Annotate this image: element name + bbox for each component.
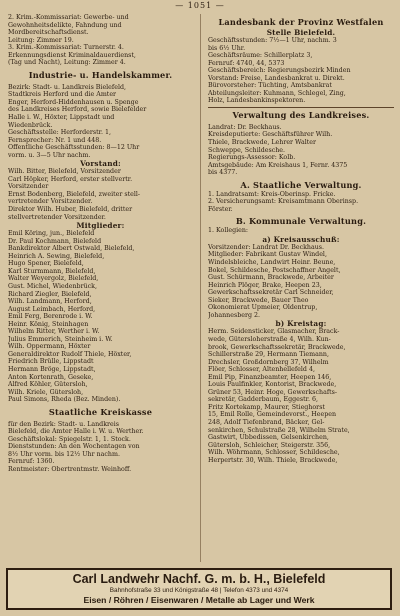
left-column [8, 14, 193, 474]
text-line: Fernsprecher: Nr. 1 und 448. [8, 136, 102, 144]
text-line: Fernruf: 4740, 44, 5373 [208, 59, 285, 67]
section-heading: Vorstand: [80, 159, 121, 169]
text-line: vertretender Vorsitzender. [8, 198, 93, 206]
text-line: bis 4377. [208, 169, 238, 177]
text-line: Anton Kortenrath, Geseke, [8, 373, 94, 381]
text-line: Gütersloh, Schleicher, Steigerstr. 356, [208, 441, 331, 449]
text-line: Thiele, Brackwede, Lehrer Walter [208, 139, 317, 147]
text-line: Gewerkschaftssekretär Carl Schneider, [208, 289, 334, 297]
page-number: — 1051 — [175, 1, 225, 10]
text-line: senkirchen, Schulstraße 28, Wilhelm Strate, [208, 426, 350, 434]
text-line: Schillerstraße 29, Hermann Tiemann, [208, 351, 329, 359]
ad-products: Eisen / Röhren / Eisenwaren / Metalle ab Lager und Werk [83, 595, 315, 605]
text-line: August Leimbach, Herford, [8, 305, 96, 313]
text-line: Julius Emmerich, Steinheim i. W. [8, 335, 113, 343]
text-line: Halle i. W., Höxter, Lippstadt und [8, 114, 115, 122]
text-line: brook, Gewerkschaftssekretär, Brackwede, [208, 343, 346, 351]
text-line: Wilh. Kriele, Gütersloh, [8, 388, 84, 396]
text-line: Stadtkreis Herford und die Ämter [8, 91, 117, 99]
text-line: Mordbereitschaftsdienst. [8, 29, 89, 37]
text-line: Emil Pip, Finanzbeamter, Heepen 146, [208, 373, 332, 381]
text-line: des Landkreises Herford, sowie Bielefelder [8, 106, 147, 114]
section-heading: B. Kommunale Verwaltung. [235, 216, 367, 227]
right-column [208, 14, 394, 464]
text-line: Öffentliche Geschäftsstunden: 8—12 Uhr [8, 144, 140, 152]
text-line: Hermann Bröge, Lippstadt, [8, 365, 96, 373]
section-heading: Verwaltung des Landkreises. [232, 109, 370, 120]
text-line: Kreisdeputierte: Geschäftsführer Wilh. [208, 131, 333, 139]
text-line: 2. Versicherungsamt: Kreisamtmann Oberinsp. [208, 198, 359, 206]
text-line: Regierungs-Assessor: Kolb. [208, 154, 296, 162]
section-heading: Mitglieder: [76, 221, 125, 231]
text-line: Grüner 53, Heinr. Hoge, Gewerkschafts- [208, 388, 338, 396]
text-line: Bokel, Schildesche, Postschaffner Angelt, [208, 266, 341, 274]
text-line: Herpertstr. 30, Wilh. Thiele, Brackwede, [208, 456, 338, 464]
section-rule [208, 107, 394, 108]
text-line: 2. Krim.-Kommissariat: Gewerbe- und [8, 14, 129, 21]
text-line: Wilh. Landmann, Herford, [8, 298, 92, 306]
text-line: Dienststunden: An den Wochentagen von [8, 443, 140, 451]
text-line: stellvertretender Vorsitzender. [8, 213, 106, 221]
text-line: Vorsitzender: Landrat Dr. Beckhaus. [208, 243, 325, 251]
section-heading: A. Staatliche Verwaltung. [240, 179, 362, 190]
text-line: Heinrich A. Sewing, Bielefeld, [8, 252, 105, 260]
section-heading: b) Kreistag: [275, 319, 327, 329]
text-line: Gewohnheitsdelikte, Fahndung und [8, 21, 122, 29]
text-line: Richard Ziegler, Bielefeld, [8, 290, 92, 298]
section-heading: Landesbank der Provinz Westfalen [218, 17, 384, 27]
text-line: Vorstand: Freise, Landesbankrat u. Direkt. [208, 74, 345, 82]
text-line: Sieker, Brackwede, Bauer Theo [208, 296, 309, 304]
text-line: Enger, Herford-Hiddenhausen u. Spenge [8, 98, 139, 106]
text-line: Drechsler, Großdornberg 37, Wilhelm [208, 358, 329, 366]
text-line: Geschäftsbereich: Regierungsbezirk Minden [208, 67, 351, 75]
text-line: Abteilungsleiter: Kuhmann, Schlegel, Zing, [208, 89, 346, 97]
text-line: vorm. u. 3—5 Uhr nachm. [8, 151, 91, 159]
text-line: 248, Adolf Tiefenbrand, Bäcker, Gel- [208, 418, 325, 426]
text-line: Heinr. König, Steinhagen [8, 320, 89, 328]
text-line: Geschäftslokal: Spiegelstr. 1, 1. Stock. [8, 435, 131, 443]
text-line: Alfred Köhler, Gütersloh, [8, 381, 88, 389]
text-line: Bankdirektor Albert Ostwald, Bielefeld, [8, 245, 135, 253]
section-heading: Industrie- u. Handelskammer. [28, 69, 173, 80]
text-line: (Tag und Nacht), Leitung: Zimmer 4. [8, 59, 126, 67]
text-line: Ökonomierat Upmeier, Oldentrup, [208, 304, 318, 312]
text-line: Bezirk: Stadt- u. Landkreis Bielefeld, [8, 83, 127, 91]
text-line: Mitglieder: Fabrikant Gustav Windel, [208, 251, 327, 259]
text-line: Geschäftsräume: Schillerplatz 3, [208, 52, 313, 60]
text-line: Heinrich Plöger, Brake, Heepen 23, [208, 281, 322, 289]
text-line: Emil Köring, jun., Bielefeld [8, 230, 95, 238]
text-line: bis 6½ Uhr. [208, 44, 246, 52]
text-line: Rentmeister: Obertrentmstr. Weinhoff. [8, 465, 132, 473]
text-line: Wilh. Wöhrmann, Schlosser, Schildesche, [208, 449, 340, 457]
text-line: Holz, Landesbankinspektoren. [208, 97, 306, 105]
text-line: Dr. Paul Kochmann, Bielefeld [8, 237, 102, 245]
text-line: Bielefeld, die Ämter Halle i. W. u. Werther. [8, 428, 144, 436]
text-line: Gust. Michel, Wiedenbrück, [8, 282, 97, 290]
text-line: Vorsitzender [8, 183, 49, 191]
text-line: Bürovorsteher: Tüchting, Amtsbankrat [208, 82, 332, 90]
text-line: Ernst Bodenberg, Bielefeld, zweiter stell- [8, 190, 141, 198]
ad-company-name: Carl Landwehr Nachf. G. m. b. H., Bielefeld [72, 572, 326, 586]
text-line: 8½ Uhr vorm. bis 12½ Uhr nachm. [8, 450, 120, 458]
text-line: Wilh. Bitter, Bielefeld, Vorsitzender [8, 168, 121, 176]
text-line: 15, Emil Rolle, Gemeindevorst., Heepen [208, 411, 337, 419]
text-line: sekretär, Gadderbaum, Eggestr. 6, [208, 396, 318, 404]
text-line: Geschäftsstunden: 7½—1 Uhr, nachm. 3 [208, 37, 337, 44]
text-line: Herm. Seidensticker, Glasmacher, Brack- [208, 328, 340, 336]
text-line: Johannesberg 2. [208, 311, 261, 319]
text-line: Gastwirt, Ubbedissen, Gelsenkirchen, [208, 434, 329, 442]
text-line: für den Bezirk: Stadt- u. Landkreis [8, 420, 120, 428]
text-line: Walter Weyergolz, Bielefeld, [8, 275, 99, 283]
text-line: Geschäftsstelle: Herforderstr. 1, [8, 129, 112, 137]
text-line: wede, Gütersloherstraße 4, Wilh. Kun- [208, 335, 331, 343]
text-line: Fritz Kortekamp, Maurer, Stieghorst [208, 403, 325, 411]
text-line: Windelsbleiche, Landwirt Heinr. Beune, [208, 259, 336, 267]
text-line: Förster. [208, 205, 233, 213]
text-line: 1. Kollegien: [208, 227, 249, 235]
section-heading: Stelle Bielefeld. [266, 28, 336, 37]
text-line: Generaldirektor Rudolf Thiele, Höxter, [8, 350, 132, 358]
text-line: Hugo Spener, Bielefeld, [8, 260, 84, 268]
text-line: Wilhelm Ritter, Werther i. W. [8, 328, 100, 336]
text-line: 1. Landratsamt: Kreis-Oberinsp. Fricke. [208, 190, 336, 198]
text-line: Karl Sturmmann, Bielefeld, [8, 267, 96, 275]
text-line: Gust. Schürmann, Brackwede, Arbeiter [208, 274, 334, 282]
text-line: Leitung: Zimmer 19. [8, 36, 74, 44]
section-heading: a) Kreisausschuß: [262, 234, 340, 244]
text-line: Louis Paulfinkler, Kontorist, Brackwede, [208, 381, 337, 389]
text-line: Paul Simons, Rheda (Bez. Minden). [8, 396, 121, 404]
advertisement-box [6, 568, 392, 610]
text-line: Wiedenbrück. [8, 121, 53, 129]
text-line: Erkennungsdienst Kriminaldauerdienst, [8, 51, 136, 59]
text-line: Schweppe, Schildesche. [208, 146, 286, 154]
text-line: Fernruf: 1360. [8, 458, 55, 466]
section-heading: Staatliche Kreiskasse [48, 406, 153, 417]
column-divider [200, 14, 201, 562]
text-line: 3. Krim.-Kommissariat: Turnerstr. 4. [8, 44, 124, 52]
text-line: Flöer, Schlosser, Altenhellefeld 4, [208, 366, 315, 374]
text-line: Landrat: Dr. Beckhaus. [208, 123, 282, 131]
text-line: Amtsgebäude: Am Kreishaus 1, Fernr. 4375 [208, 161, 348, 169]
text-line: Emil Ferg, Berenrode i. W. [8, 313, 93, 321]
ad-address: Bahnhofstraße 33 und Königstraße 48 | Telefon 4373 und 4374 [109, 587, 289, 594]
text-line: Direktor Wilh. Huber, Bielefeld, dritter [8, 206, 133, 214]
text-line: Wilh. Oppermann, Höxter [8, 343, 91, 351]
text-line: Carl Höpker, Herford, erster stellvertr. [8, 175, 133, 183]
text-line: Friedrich Brülle, Lippstadt [8, 358, 94, 366]
